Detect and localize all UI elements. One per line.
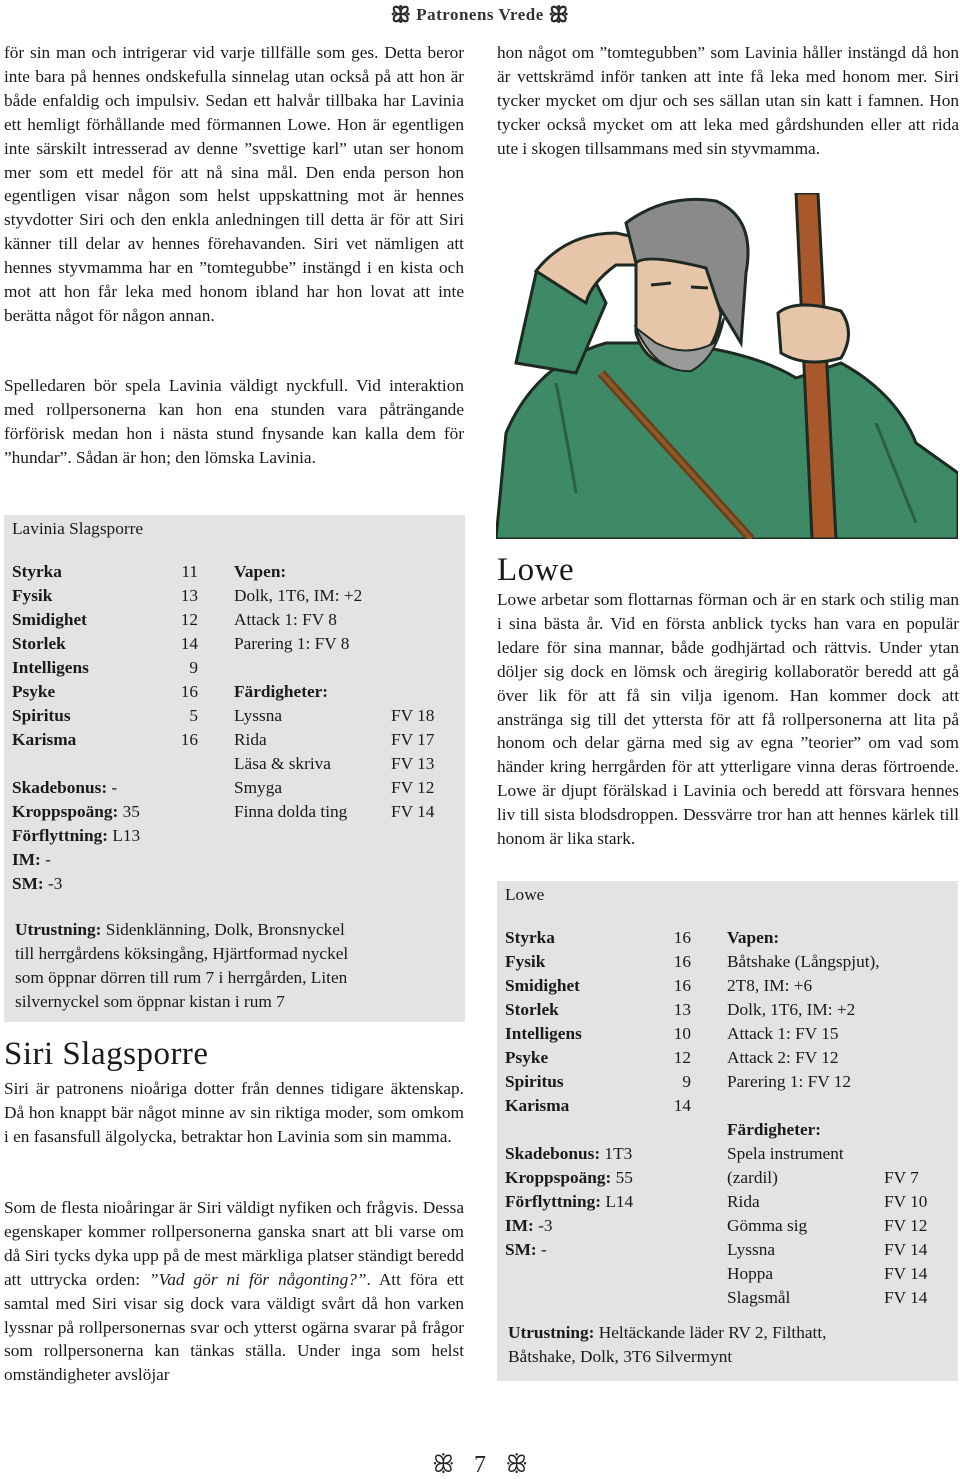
attr-name: Spiritus <box>505 1072 564 1091</box>
skill-value: FV 10 <box>884 1192 928 1211</box>
lavinia-gm-advice: Spelledaren bör spela Lavinia väldigt nyckfull. Vid interaktion med rollpersonerna kan hon ena stunden vara påträngande förförisk medan hon i nästa stund fnysande kan kalla dem för ”hundar”. Sådan är hon; den lömska Lavinia. <box>4 376 464 467</box>
left-flourish-icon: ꕥ <box>390 2 412 27</box>
weapon-line: Attack 1: FV 8 <box>234 610 337 629</box>
skill-name: Smyga <box>234 778 283 797</box>
skills-label: Färdigheter: <box>727 1120 822 1139</box>
attr-name: Karisma <box>12 730 77 749</box>
attr-name: Storlek <box>505 1000 559 1019</box>
equipment-line: Utrustning: Heltäckande läder RV 2, Filthatt, <box>508 1323 827 1342</box>
attr-value: 16 <box>673 928 691 947</box>
lowe-box-title: Lowe <box>505 885 545 904</box>
derived-stat: Kroppspoäng: 55 <box>505 1168 633 1187</box>
attr-name: Intelligens <box>505 1024 582 1043</box>
lavinia-stat-box <box>4 515 465 1022</box>
derived-stat: Förflyttning: L13 <box>12 826 141 845</box>
skills-label: Färdigheter: <box>234 682 329 701</box>
attr-value: 11 <box>181 562 198 581</box>
page-footer <box>0 1452 960 1479</box>
skill-name: Rida <box>234 730 267 749</box>
derived-stat: SM: -3 <box>12 874 63 893</box>
right-flourish-icon: ꕥ <box>548 2 570 27</box>
left-flourish-icon: ꕥ <box>432 1452 455 1478</box>
derived-stat: Förflyttning: L14 <box>505 1192 634 1211</box>
lowe-heading: Lowe <box>497 552 575 588</box>
attr-value: 9 <box>189 658 198 677</box>
attr-value: 16 <box>180 730 198 749</box>
header-title: Patronens Vrede <box>416 5 544 24</box>
lowe-description: Lowe arbetar som flottarnas förman och är en stark och stilig man i sina bästa år. Vid en första anblick tycks han vara en populär ledare för sina mannar, både godhjärtad och rättvis. Under ytan döljer sig dock en lömsk och äregirig kollaboratör beredd att gå över lik för att få sin vilja igenom. Han kommer dock att anstränga sig till det yttersta för att få rollpersonerna att lita på honom och delar gärna med sig av egna ”teorier” om vad som händer kring herrgården för att ytterligare vinna deras förtroende. Lowe är djupt förälskad i Lavinia och beredd att försvara hennes liv till sista blodsdroppen. Dessvärre tror han att hennes kärlek till honom är lika stark. <box>497 590 959 849</box>
equipment-line: till herrgårdens köksingång, Hjärtformad nyckel <box>15 944 349 963</box>
attr-value: 9 <box>682 1072 691 1091</box>
page-number: 7 <box>474 1452 486 1478</box>
skill-name: Lyssna <box>234 706 283 725</box>
attr-name: Psyke <box>505 1048 549 1067</box>
skill-name: Lyssna <box>727 1240 776 1259</box>
siri-paragraph-1: Siri är patronens nioåriga dotter från dennes tidigare äktenskap. Då hon knappt bär något minne av sin riktiga moder, som omkom i en fasansfull älgolycka, betraktar hon Lavinia som sin mamma. <box>4 1079 464 1146</box>
weapon-line: Attack 1: FV 15 <box>727 1024 839 1043</box>
lowe-portrait-illustration <box>496 193 958 539</box>
skill-name: Rida <box>727 1192 760 1211</box>
skill-name: Slagsmål <box>727 1288 791 1307</box>
skill-name: Läsa & skriva <box>234 754 331 773</box>
attr-name: Storlek <box>12 634 66 653</box>
derived-stat: IM: -3 <box>505 1216 553 1235</box>
weapon-line: Dolk, 1T6, IM: +2 <box>727 1000 856 1019</box>
derived-stat: Kroppspoäng: 35 <box>12 802 140 821</box>
weapon-line: Dolk, 1T6, IM: +2 <box>234 586 363 605</box>
running-header <box>0 2 960 28</box>
equipment-line: silvernyckel som öppnar kistan i rum 7 <box>15 992 285 1011</box>
skill-name: Hoppa <box>727 1264 774 1283</box>
attr-value: 16 <box>673 976 691 995</box>
attr-name: Karisma <box>505 1096 570 1115</box>
attr-name: Smidighet <box>12 610 87 629</box>
lowe-stat-box <box>497 881 958 1381</box>
skill-value: FV 14 <box>391 802 435 821</box>
skill-value: FV 17 <box>391 730 435 749</box>
attr-name: Styrka <box>505 928 555 947</box>
equipment-line: Båtshake, Dolk, 3T6 Silvermynt <box>508 1347 733 1366</box>
right-flourish-icon: ꕥ <box>505 1452 528 1478</box>
skill-value: FV 7 <box>884 1168 919 1187</box>
skill-value: FV 14 <box>884 1240 928 1259</box>
skill-value: FV 14 <box>884 1288 928 1307</box>
attr-name: Intelligens <box>12 658 89 677</box>
derived-stat: Skadebonus: - <box>12 778 118 797</box>
skill-name: Gömma sig <box>727 1216 808 1235</box>
attr-value: 12 <box>673 1048 691 1067</box>
skill-name: (zardil) <box>727 1168 778 1187</box>
lavinia-description: för sin man och intrigerar vid varje tillfälle som ges. Detta beror inte bara på hennes ondskefulla sinnelag utan också på att hon är både enfaldig och impulsiv. Sedan ett halvår tillbaka har Lavinia ett hemligt förhållande med förmannen Lowe. Hon är egentligen inte särskilt intresserad av denne ”svettige karl” utan ser honom mer som ett medel för att nå sina mål. Den enda person hon egentligen visar någon som helst uppskattning mot är hennes styvdotter Siri och den enkla anledningen till detta är för att Siri känner till delar av hennes förehavanden. Siri vet nämligen att hennes styvmamma har en ”tomtegubbe” instängd i en kista och mot att hon får leka med honom ibland har hon lovat att inte berätta något för någon annan. <box>4 43 464 325</box>
weapon-line: Parering 1: FV 12 <box>727 1072 852 1091</box>
weapon-line: Båtshake (Långspjut), <box>727 952 880 971</box>
weapon-line: Attack 2: FV 12 <box>727 1048 839 1067</box>
attr-value: 14 <box>673 1096 691 1115</box>
weapon-line: Parering 1: FV 8 <box>234 634 350 653</box>
derived-stat: SM: - <box>505 1240 547 1259</box>
skill-value: FV 12 <box>884 1216 928 1235</box>
skill-name: Spela instrument <box>727 1144 844 1163</box>
skill-value: FV 13 <box>391 754 435 773</box>
attr-value: 14 <box>180 634 198 653</box>
attr-value: 12 <box>180 610 198 629</box>
weapons-label: Vapen: <box>234 562 287 581</box>
attr-value: 16 <box>180 682 198 701</box>
lavinia-box-title: Lavinia Slagsporre <box>12 519 144 538</box>
weapon-line: 2T8, IM: +6 <box>727 976 813 995</box>
attr-value: 13 <box>673 1000 691 1019</box>
attr-value: 10 <box>673 1024 691 1043</box>
attr-value: 13 <box>180 586 198 605</box>
attr-name: Smidighet <box>505 976 580 995</box>
attr-value: 16 <box>673 952 691 971</box>
skill-value: FV 18 <box>391 706 435 725</box>
skill-name: Finna dolda ting <box>234 802 348 821</box>
equipment-line: Utrustning: Sidenklänning, Dolk, Bronsnyckel <box>15 920 345 939</box>
attr-name: Fysik <box>505 952 546 971</box>
skill-value: FV 12 <box>391 778 435 797</box>
attr-name: Spiritus <box>12 706 71 725</box>
skill-value: FV 14 <box>884 1264 928 1283</box>
siri-heading: Siri Slagsporre <box>4 1036 209 1072</box>
derived-stat: IM: - <box>12 850 51 869</box>
weapons-label: Vapen: <box>727 928 780 947</box>
attr-name: Psyke <box>12 682 56 701</box>
siri-continued-text: hon något om ”tomtegubben” som Lavinia håller instängd då hon är vettskrämd inför tanken att inte få leka med honom mer. Siri tycker mycket om djur och ses sällan utan sin katt i famnen. Hon tycker också mycket om att leka med gårdshunden eller att rida ute i skogen tillsammans med sin styvmamma. <box>497 43 959 158</box>
attr-name: Styrka <box>12 562 62 581</box>
derived-stat: Skadebonus: 1T3 <box>505 1144 633 1163</box>
attr-name: Fysik <box>12 586 53 605</box>
siri-paragraph-2: Som de flesta nioåringar är Siri väldigt nyfiken och frågvis. Dessa egenskaper kommer rollpersonerna ganska snart att bli varse om då Siri tycks dyka upp på de mest märkliga platser ständigt beredd att uttrycka orden: ”Vad gör ni för någonting?”. Att föra ett samtal med Siri visar sig dock vara väldigt svårt då hon varken lyssnar på rollpersonernas svar och ytterst ogärna svarar på frågor som rollpersonerna kan tänkas ställa. Under inga som helst omständigheter avslöjar <box>4 1198 464 1385</box>
attr-value: 5 <box>189 706 198 725</box>
equipment-line: som öppnar dörren till rum 7 i herrgården, Liten <box>15 968 348 987</box>
